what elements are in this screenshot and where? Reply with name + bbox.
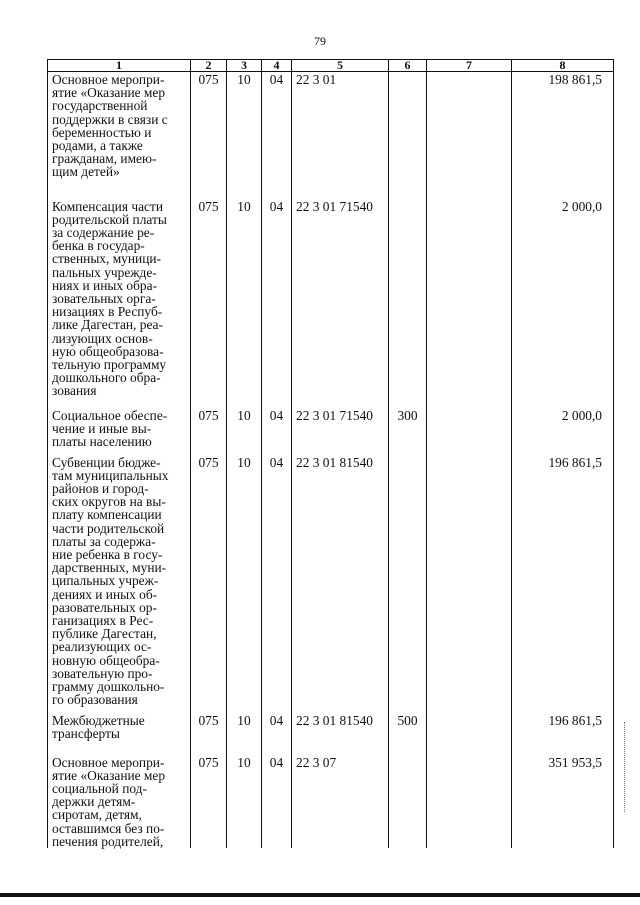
description-line: за содержание ре- (52, 224, 155, 240)
amount-cell: 2 000,0 (512, 199, 614, 408)
description-line: ятие «Оказание мер (52, 85, 166, 101)
description-line: там муниципальных (52, 467, 169, 483)
description-line: дошкольного обра- (52, 370, 161, 386)
chapter-code-cell: 10 (227, 755, 262, 848)
description-line: лизующих основ- (52, 330, 153, 346)
description-line: Основное меропри- (52, 72, 165, 87)
chapter-code-cell: 10 (227, 199, 262, 408)
description-line: новную общеобра- (52, 652, 160, 668)
column-header-7: 7 (427, 60, 512, 72)
target-article-cell: 22 3 01 81540 (292, 713, 389, 755)
row-description (48, 455, 191, 713)
row-description (48, 72, 191, 199)
amount-cell: 196 861,5 (512, 713, 614, 755)
column-header-4: 4 (262, 60, 292, 72)
description-line: публике Дагестан, (52, 626, 157, 642)
description-line: Компенсация части (52, 198, 163, 214)
chapter-code-cell: 10 (227, 408, 262, 455)
section-code-cell: 075 (191, 755, 227, 848)
page-number: 79 (314, 34, 326, 48)
target-article-cell: 22 3 07 (292, 755, 389, 848)
description-line: ских округов на вы- (52, 494, 166, 510)
table-row (48, 199, 614, 408)
description-line: зовательных орга- (52, 290, 156, 306)
subsection-code-cell: 04 (262, 72, 292, 199)
description-line: Межбюджетные (52, 712, 145, 728)
column-header-2: 2 (191, 60, 227, 72)
amount-cell: 351 953,5 (512, 755, 614, 848)
target-article-cell: 22 3 01 81540 (292, 455, 389, 713)
description-line: ние ребенка в госу- (52, 546, 163, 562)
column-header-5: 5 (292, 60, 389, 72)
description-line: Основное меропри- (52, 754, 165, 770)
description-line: тельную программу (52, 356, 167, 372)
column-header-1: 1 (48, 60, 191, 72)
column-7-cell (427, 713, 512, 755)
subsection-code-cell: 04 (262, 199, 292, 408)
subsection-code-cell: 04 (262, 455, 292, 713)
target-article-cell: 22 3 01 71540 (292, 408, 389, 455)
description-line: ную общеобразова- (52, 343, 164, 359)
expense-type-cell: 500 (389, 713, 427, 755)
description-line: держки детям- (52, 794, 136, 810)
description-line: грамму дошкольно- (52, 678, 165, 694)
section-code-cell: 075 (191, 199, 227, 408)
chapter-code-cell: 10 (227, 455, 262, 713)
subsection-code-cell: 04 (262, 408, 292, 455)
description-line: низациях в Респуб- (52, 304, 163, 320)
chapter-code-cell: 10 (227, 72, 262, 199)
description-line: платы за содержа- (52, 533, 156, 549)
description-line: ственных, муници- (52, 251, 161, 267)
section-code-cell: 075 (191, 72, 227, 199)
column-7-cell (427, 408, 512, 455)
description-line: чение и иные вы- (52, 420, 152, 436)
column-7-cell (427, 199, 512, 408)
description-line: дениях и иных об- (52, 586, 158, 602)
description-line: щим детей» (52, 164, 120, 180)
expense-type-cell (389, 455, 427, 713)
section-code-cell: 075 (191, 713, 227, 755)
row-description (48, 713, 191, 755)
description-line: ятие «Оказание мер (52, 767, 166, 783)
budget-table-wrapper (47, 58, 613, 849)
description-line: Субвенции бюдже- (52, 454, 161, 470)
column-7-cell (427, 755, 512, 848)
description-line: плату компенсации (52, 507, 162, 523)
chapter-code-cell: 10 (227, 713, 262, 755)
table-body (48, 72, 614, 848)
expense-type-cell (389, 199, 427, 408)
description-line: бенка в государ- (52, 238, 145, 254)
description-line: родительской платы (52, 211, 167, 227)
description-line: части родительской (52, 520, 165, 536)
description-line: родами, а также (52, 138, 143, 154)
description-line: платы населению (52, 433, 152, 449)
column-header-8: 8 (512, 60, 614, 72)
table-header-row (48, 60, 614, 72)
subsection-code-cell: 04 (262, 713, 292, 755)
target-article-cell: 22 3 01 (292, 72, 389, 199)
expense-type-cell (389, 72, 427, 199)
description-line: Социальное обеспе- (52, 407, 168, 423)
scan-bottom-bar (0, 893, 640, 897)
expense-type-cell: 300 (389, 408, 427, 455)
amount-cell: 196 861,5 (512, 455, 614, 713)
description-line: го образования (52, 692, 138, 708)
row-description (48, 408, 191, 455)
description-line: реализующих ос- (52, 639, 152, 655)
description-line: районов и город- (52, 480, 149, 496)
section-code-cell: 075 (191, 455, 227, 713)
description-line: печения родителей, (52, 833, 164, 849)
amount-cell: 2 000,0 (512, 408, 614, 455)
column-7-cell (427, 455, 512, 713)
description-line: оставшимся без по- (52, 820, 165, 836)
description-line: ципальных учреж- (52, 573, 159, 589)
description-line: ниях и иных обра- (52, 277, 158, 293)
description-line: лике Дагестан, реа- (52, 317, 163, 333)
column-header-3: 3 (227, 60, 262, 72)
description-line: ганизациях в Рес- (52, 612, 154, 628)
table-row (48, 72, 614, 199)
table-row (48, 408, 614, 455)
subsection-code-cell: 04 (262, 755, 292, 848)
target-article-cell: 22 3 01 71540 (292, 199, 389, 408)
description-line: разовательных ор- (52, 599, 157, 615)
table-row (48, 713, 614, 755)
description-line: трансферты (52, 725, 120, 741)
description-line: социальной под- (52, 780, 147, 796)
description-line: поддержки в связи с (52, 111, 168, 127)
section-code-cell: 075 (191, 408, 227, 455)
budget-table (47, 59, 614, 848)
column-7-cell (427, 72, 512, 199)
description-line: сиротам, детям, (52, 807, 142, 823)
column-header-6: 6 (389, 60, 427, 72)
description-line: государственной (52, 98, 148, 114)
description-line: пальных учрежде- (52, 264, 157, 280)
row-description (48, 199, 191, 408)
row-description (48, 755, 191, 848)
description-line: зовательную про- (52, 665, 153, 681)
amount-cell: 198 861,5 (512, 72, 614, 199)
description-line: дарственных, муни- (52, 560, 167, 576)
expense-type-cell (389, 755, 427, 848)
description-line: гражданам, имею- (52, 151, 157, 167)
description-line: беременностью и (52, 124, 152, 140)
margin-marks (624, 722, 626, 812)
table-row (48, 755, 614, 848)
description-line: зования (52, 383, 97, 399)
table-row (48, 455, 614, 713)
